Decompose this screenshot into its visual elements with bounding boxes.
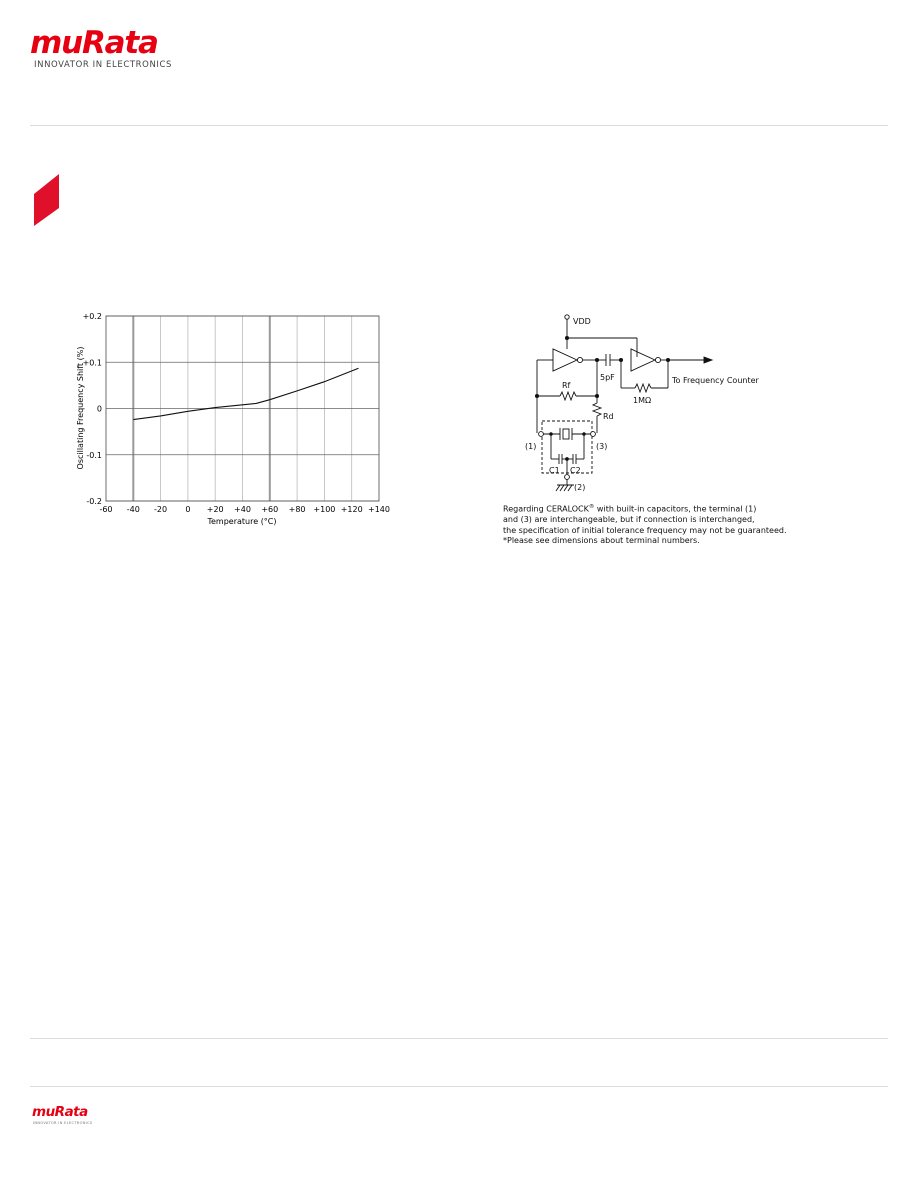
x-tick-label: +40: [234, 505, 251, 514]
logo-text: muRata: [30, 26, 158, 58]
rd-label: Rd: [603, 412, 614, 421]
x-tick-label: +100: [313, 505, 336, 514]
terminal-3: [591, 432, 596, 437]
inverter-1: [553, 349, 577, 371]
resistor-rd: [593, 403, 601, 416]
note-line-1-b: with built-in capacitors, the terminal (1): [594, 504, 757, 514]
y-axis-ticks: [83, 312, 102, 506]
registered-mark: ®: [588, 504, 595, 510]
x-tick-label: -60: [99, 505, 113, 514]
resistor-1m: [635, 384, 651, 392]
x-tick-label: +20: [206, 505, 224, 514]
rf-label: Rf: [562, 381, 571, 390]
tagline: INNOVATOR IN ELECTRONICS: [34, 60, 173, 70]
note-line-1: [503, 502, 833, 515]
note-line-2: and (3) are interchangeable, but if connection is interchanged,: [503, 515, 755, 525]
ceralock-note: [503, 502, 833, 547]
output-arrow-icon: [704, 357, 712, 363]
y-axis-label: Oscillating Frequency Shift (%): [76, 346, 85, 470]
resistor-1m-label: 1MΩ: [633, 396, 652, 405]
terminal-2-label: (2): [574, 483, 586, 492]
x-axis-ticks: [99, 505, 390, 514]
x-tick-label: +60: [261, 505, 279, 514]
x-tick-label: +140: [368, 505, 390, 514]
terminal-3-label: (3): [596, 442, 608, 451]
chart-grid: [106, 316, 379, 501]
x-tick-label: -20: [154, 505, 168, 514]
header-divider: [30, 125, 888, 126]
c1-label: C1: [549, 466, 560, 475]
y-tick-label: +0.2: [82, 312, 102, 321]
section-marker-icon: [32, 174, 62, 228]
resistor-rf: [560, 392, 576, 400]
note-line-4: *Please see dimensions about terminal numbers.: [503, 536, 700, 546]
y-tick-label: 0: [96, 404, 102, 414]
y-tick-label: -0.2: [86, 497, 102, 506]
note-line-3: the specification of initial tolerance frequency may not be guaranteed.: [503, 525, 787, 535]
frequency-shift-chart: [70, 305, 400, 530]
x-tick-label: 0: [185, 505, 191, 514]
terminal-2: [565, 475, 570, 480]
inverter-2: [631, 349, 655, 371]
x-tick-label: +80: [288, 505, 306, 514]
footer-divider-1: [30, 1038, 888, 1039]
terminal-1-label: (1): [525, 442, 537, 451]
test-circuit-diagram: [500, 305, 780, 500]
terminal-1: [539, 432, 544, 437]
x-tick-label: -40: [126, 505, 140, 514]
vdd-terminal: [565, 315, 569, 319]
x-tick-label: +120: [340, 505, 363, 514]
note-line-1-a: Regarding CERALOCK: [503, 504, 589, 514]
output-label: To Frequency Counter: [672, 376, 759, 385]
x-axis-label: Temperature (°C): [207, 517, 277, 526]
cap-5pf-label: 5pF: [600, 373, 615, 382]
murata-logo: [30, 26, 175, 58]
murata-footer-logo: [32, 1104, 94, 1118]
vdd-label: VDD: [573, 317, 591, 326]
ceramic-resonator: [563, 429, 569, 439]
y-tick-label: -0.1: [86, 450, 102, 460]
c2-label: C2: [570, 466, 581, 475]
y-tick-label: +0.1: [82, 358, 102, 368]
footer-tagline: INNOVATOR IN ELECTRONICS: [33, 1121, 93, 1125]
footer-logo-text: muRata: [32, 1104, 88, 1118]
footer-divider-2: [30, 1086, 888, 1087]
